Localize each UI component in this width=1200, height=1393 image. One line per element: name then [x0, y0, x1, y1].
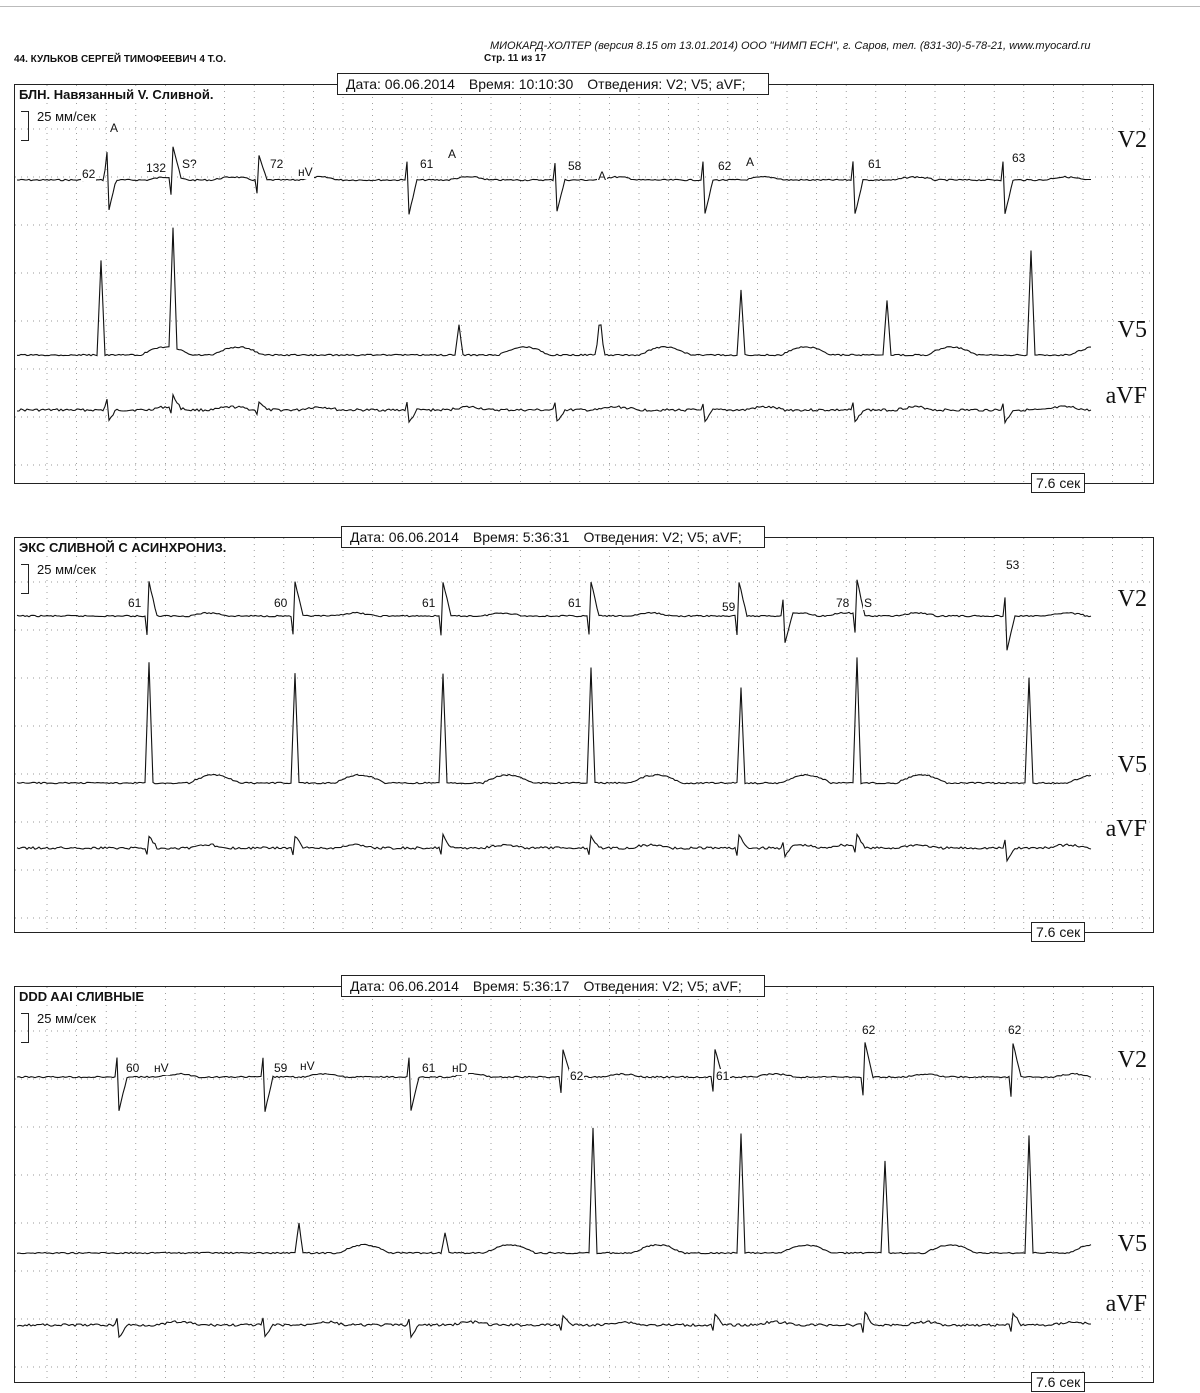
trace-v2 — [17, 147, 1091, 215]
beat-annotation: нD — [452, 1061, 468, 1075]
calibration-pulse — [21, 564, 29, 594]
strip-header — [337, 73, 769, 95]
ecg-grid-and-traces — [15, 987, 1153, 1382]
rr-annotation: 62 — [862, 1023, 876, 1037]
strip-time: Время: 5:36:31 — [472, 529, 570, 545]
strip-duration: 7.6 сек — [1031, 473, 1085, 493]
patient-name: 44. КУЛЬКОВ СЕРГЕЙ ТИМОФЕЕВИЧ 4 Т.О. — [14, 54, 226, 65]
rr-annotation: 59 — [722, 600, 736, 614]
rr-annotation: 61 — [128, 596, 142, 610]
strip-header — [341, 975, 765, 997]
strip-time: Время: 5:36:17 — [472, 978, 570, 994]
rr-annotation: 53 — [1006, 558, 1020, 572]
strip-title: DDD AAI СЛИВНЫЕ — [19, 989, 148, 1004]
rr-annotation: 62 — [570, 1069, 584, 1083]
rr-annotation: 59 — [274, 1061, 288, 1075]
ecg-strip-1 — [14, 76, 1154, 491]
strip-leads: Отведения: V2; V5; aVF; — [583, 529, 742, 545]
beat-annotation: нV — [154, 1061, 169, 1075]
top-rule — [0, 6, 1200, 7]
rr-annotation: 61 — [422, 596, 436, 610]
strip-duration: 7.6 сек — [1031, 1372, 1085, 1392]
speed-label: 25 мм/сек — [37, 562, 96, 577]
rr-annotation: 60 — [274, 596, 288, 610]
speed-label: 25 мм/сек — [37, 1011, 96, 1026]
lead-label-v2: V2 — [1117, 127, 1147, 153]
rr-annotation: 72 — [270, 157, 284, 171]
beat-annotation: нV — [298, 165, 313, 179]
lead-label-avf: aVF — [1105, 383, 1147, 409]
rr-annotation: 61 — [868, 157, 882, 171]
lead-label-v5: V5 — [1117, 1231, 1147, 1257]
rr-annotation: 61 — [420, 157, 434, 171]
calibration-pulse — [21, 1013, 29, 1043]
rr-annotation: 63 — [1012, 151, 1026, 165]
strip-title: БЛН. Навязанный V. Сливной. — [19, 87, 217, 102]
beat-annotation: S? — [182, 157, 197, 171]
lead-label-avf: aVF — [1105, 1291, 1147, 1317]
beat-annotation: A — [448, 147, 457, 161]
strip-duration: 7.6 сек — [1031, 922, 1085, 942]
page-number: Стр. 11 из 17 — [484, 53, 547, 64]
trace-avf — [17, 1312, 1091, 1337]
grid-lines — [15, 85, 1153, 483]
speed-label: 25 мм/сек — [37, 109, 96, 124]
trace-v2 — [17, 1042, 1091, 1111]
rr-annotation: 61 — [422, 1061, 436, 1075]
lead-label-v5: V5 — [1117, 752, 1147, 778]
beat-annotation: S — [864, 596, 873, 610]
trace-v5 — [17, 228, 1091, 356]
rr-annotation: 132 — [146, 161, 167, 175]
lead-label-avf: aVF — [1105, 816, 1147, 842]
rr-annotation: 61 — [716, 1069, 730, 1083]
strip-leads: Отведения: V2; V5; aVF; — [583, 978, 742, 994]
rr-annotation: 58 — [568, 159, 582, 173]
strip-title: ЭКС СЛИВНОЙ С АСИНХРОНИЗ. — [19, 540, 230, 555]
ecg-strip-3 — [14, 978, 1154, 1390]
beat-annotation: A — [746, 155, 755, 169]
rr-annotation: 61 — [568, 596, 582, 610]
strip-date: Дата: 06.06.2014 — [350, 978, 459, 994]
rr-annotation: 60 — [126, 1061, 140, 1075]
beat-annotation: нV — [300, 1059, 315, 1073]
rr-annotation: 78 — [836, 596, 850, 610]
strip-leads: Отведения: V2; V5; aVF; — [587, 76, 746, 92]
ecg-grid-and-traces — [15, 538, 1153, 932]
lead-label-v5: V5 — [1117, 317, 1147, 343]
lead-label-v2: V2 — [1117, 1047, 1147, 1073]
rr-annotation: 62 — [1008, 1023, 1022, 1037]
trace-avf — [17, 834, 1091, 861]
ecg-grid-and-traces — [15, 85, 1153, 483]
beat-annotation: A — [110, 121, 119, 135]
strip-date: Дата: 06.06.2014 — [350, 529, 459, 545]
rr-annotation: 62 — [82, 167, 96, 181]
trace-v2 — [17, 580, 1091, 651]
ecg-strip-2 — [14, 529, 1154, 940]
strip-date: Дата: 06.06.2014 — [346, 76, 455, 92]
calibration-pulse — [21, 111, 29, 141]
trace-avf — [17, 395, 1091, 423]
strip-time: Время: 10:10:30 — [468, 76, 574, 92]
grid-lines — [15, 538, 1153, 932]
trace-v5 — [17, 1128, 1091, 1254]
beat-annotation: A — [598, 169, 607, 183]
strip-header — [341, 526, 765, 548]
trace-v5 — [17, 657, 1091, 783]
lead-label-v2: V2 — [1117, 586, 1147, 612]
rr-annotation: 62 — [718, 159, 732, 173]
program-info: МИОКАРД-ХОЛТЕР (версия 8.15 от 13.01.2014) ООО "НИМП ЕСН", г. Саров, тел. (831-30)-5-78-21, www.myocard.ru — [490, 40, 1091, 52]
